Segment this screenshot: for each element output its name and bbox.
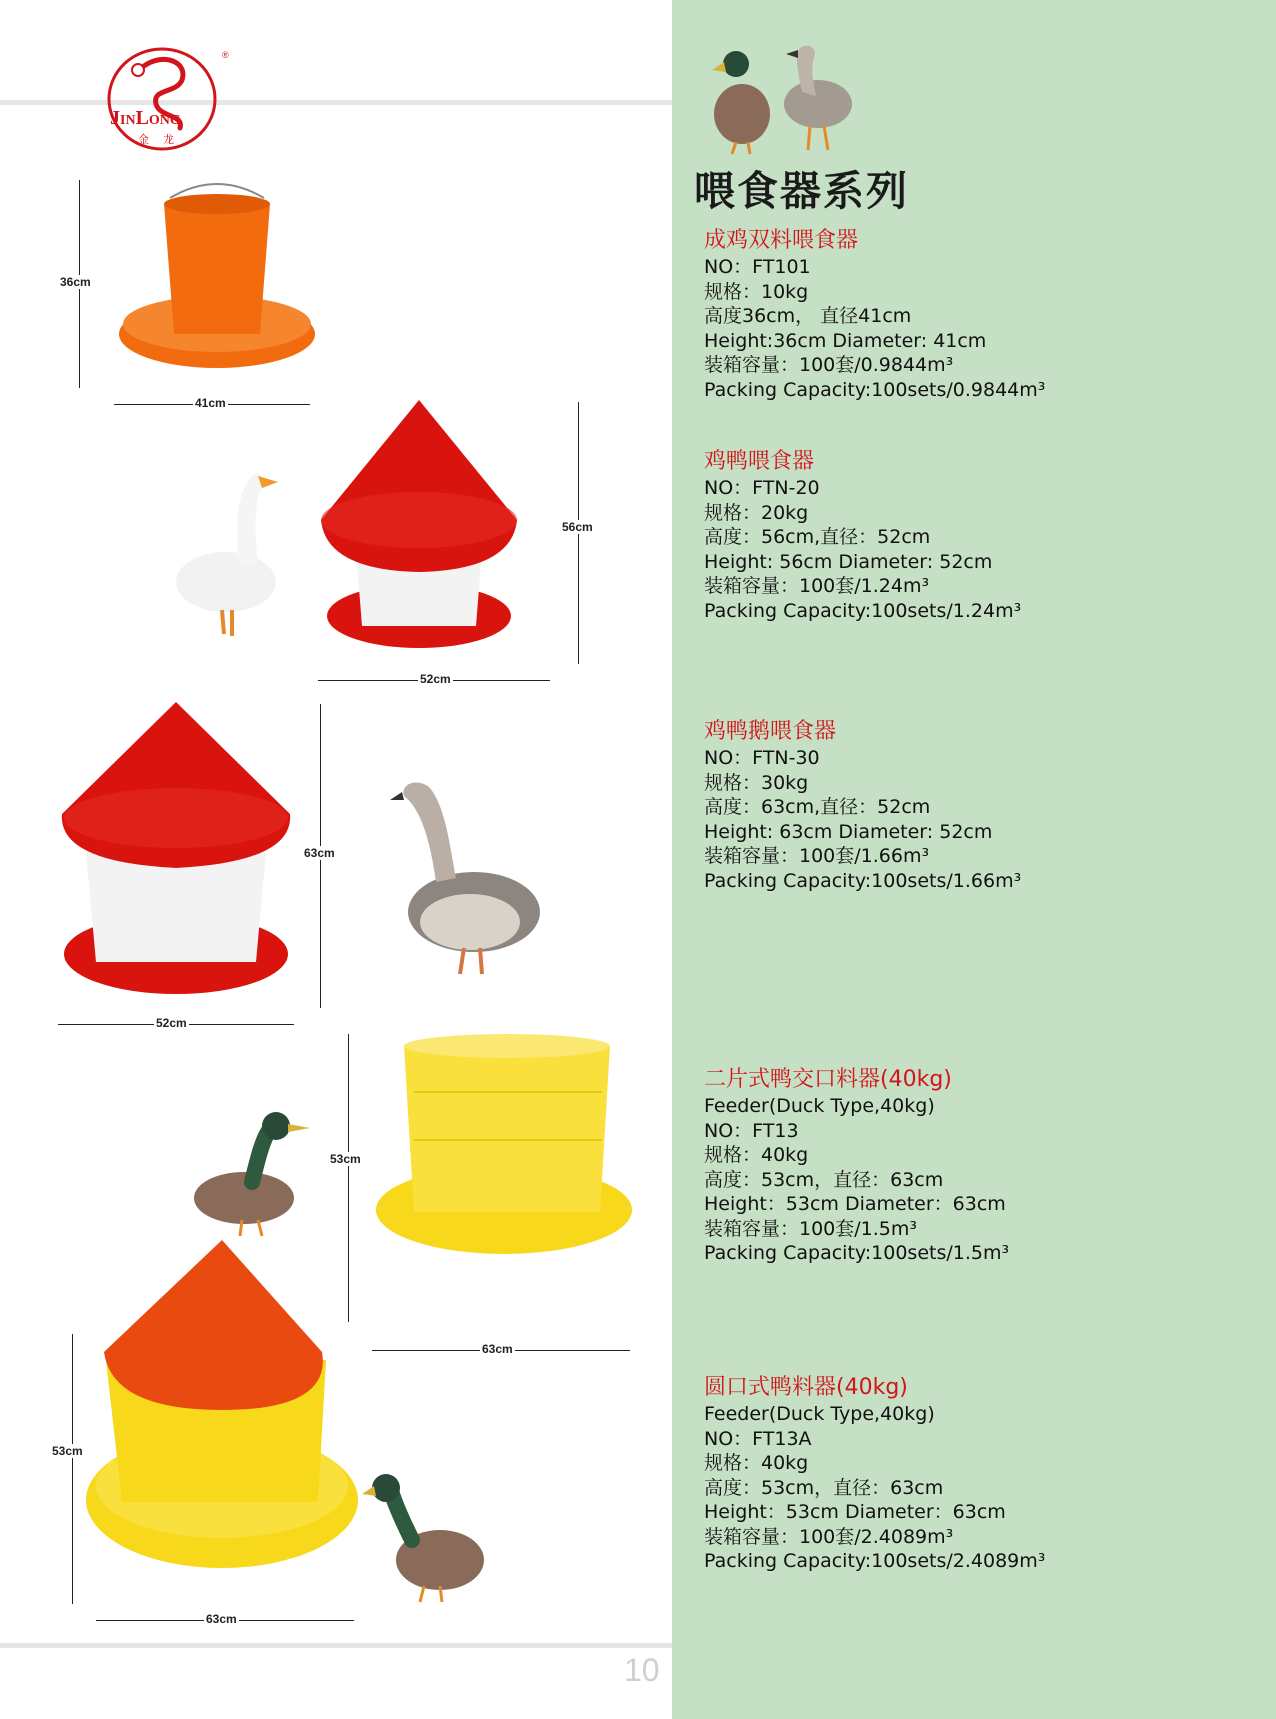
registered-mark: ® bbox=[222, 50, 229, 60]
spec-line: Height：53cm Diameter：63cm bbox=[704, 1193, 1006, 1215]
spec-line: NO：FT13 bbox=[704, 1119, 799, 1142]
spec-line: 规格：40kg bbox=[704, 1144, 809, 1166]
spec-line: 高度：56cm,直径：52cm bbox=[704, 526, 931, 548]
spec-line: 高度：53cm，直径：63cm bbox=[704, 1476, 944, 1499]
spec-line: 装箱容量：100套/2.4089m³ bbox=[704, 1525, 954, 1548]
spec-line: Packing Capacity:100sets/1.24m³ bbox=[704, 599, 1022, 622]
ft101-width-label: 41cm bbox=[195, 396, 226, 410]
ft101-feeder-image bbox=[114, 184, 320, 372]
white-goose-image bbox=[166, 464, 286, 646]
top-divider bbox=[0, 100, 672, 105]
gray-goose-image bbox=[390, 778, 558, 980]
ft13-width-label: 63cm bbox=[482, 1342, 513, 1356]
page-title: 喂食器系列 bbox=[694, 167, 909, 215]
spec-line: 装箱容量：100套/1.5m³ bbox=[704, 1217, 918, 1240]
spec-line: 高度：63cm,直径：52cm bbox=[704, 796, 931, 818]
spec-line: Height: 56cm Diameter: 52cm bbox=[704, 550, 993, 573]
page-number: 10 bbox=[624, 1652, 660, 1688]
ftn30-feeder-image bbox=[56, 702, 296, 1008]
spec-line: 规格：20kg bbox=[704, 501, 809, 524]
spec-line: Packing Capacity:100sets/1.66m³ bbox=[704, 869, 1022, 892]
ft13-height-label: 53cm bbox=[330, 1152, 361, 1166]
duck-image-top bbox=[192, 1108, 312, 1240]
spec-line: 规格：30kg bbox=[704, 771, 809, 794]
ftn30-width-label: 52cm bbox=[156, 1016, 187, 1030]
duck-image-bottom bbox=[362, 1470, 486, 1606]
product-title: 鸡鸭鹅喂食器 bbox=[704, 719, 837, 744]
product-ftn30-spec bbox=[704, 718, 1021, 893]
ft13a-feeder-image bbox=[82, 1240, 362, 1576]
product-title: 圆口式鸭料器(40kg) bbox=[704, 1375, 908, 1400]
spec-line: 高度：53cm，直径：63cm bbox=[704, 1168, 944, 1191]
spec-line: NO：FT101 bbox=[704, 256, 811, 278]
ftn20-height-label: 56cm bbox=[562, 520, 593, 534]
product-ft13-spec bbox=[704, 1066, 1009, 1266]
spec-line: NO：FTN-20 bbox=[704, 477, 820, 499]
spec-line: Packing Capacity:100sets/0.9844m³ bbox=[704, 378, 1046, 401]
brand-logo bbox=[104, 44, 229, 156]
spec-line: 规格：10kg bbox=[704, 280, 809, 303]
ftn20-feeder-image bbox=[316, 400, 522, 664]
ft13-feeder-image bbox=[372, 1032, 636, 1258]
spec-line: 装箱容量：100套/1.24m³ bbox=[704, 575, 930, 597]
ft101-height-label: 36cm bbox=[60, 275, 91, 289]
product-ftn20-spec bbox=[704, 448, 1021, 623]
spec-line: 规格：40kg bbox=[704, 1452, 809, 1474]
product-title: 二片式鸭交口料器(40kg) bbox=[704, 1067, 952, 1092]
spec-line: NO：FT13A bbox=[704, 1427, 812, 1450]
spec-line: Packing Capacity:100sets/1.5m³ bbox=[704, 1242, 1010, 1264]
spec-line: NO：FTN-30 bbox=[704, 747, 820, 769]
product-ft13a-spec bbox=[704, 1374, 1045, 1574]
duck-goose-header-image bbox=[706, 42, 856, 156]
spec-line: 高度36cm， 直径41cm bbox=[704, 305, 912, 327]
spec-line: Height：53cm Diameter：63cm bbox=[704, 1501, 1006, 1523]
svg-text:JINLONG: JINLONG bbox=[110, 107, 181, 129]
spec-line: Height: 63cm Diameter: 52cm bbox=[704, 820, 993, 843]
ftn30-height-label: 63cm bbox=[304, 846, 335, 860]
spec-line: Packing Capacity:100sets/2.4089m³ bbox=[704, 1550, 1046, 1572]
spec-line: Feeder(Duck Type,40kg) bbox=[704, 1403, 935, 1425]
spec-line: 装箱容量：100套/1.66m³ bbox=[704, 845, 930, 867]
ftn20-width-label: 52cm bbox=[420, 672, 451, 686]
ft13a-width-label: 63cm bbox=[206, 1612, 237, 1626]
brand-chinese: 金龙 bbox=[138, 133, 188, 146]
spec-line: Feeder(Duck Type,40kg) bbox=[704, 1095, 935, 1117]
product-ft101-spec bbox=[704, 227, 1045, 402]
ft13a-height-line bbox=[72, 1334, 73, 1604]
spec-line: Height:36cm Diameter: 41cm bbox=[704, 329, 987, 352]
product-title: 鸡鸭喂食器 bbox=[704, 449, 815, 474]
ft13a-height-label: 53cm bbox=[52, 1444, 83, 1458]
product-title: 成鸡双料喂食器 bbox=[704, 228, 859, 253]
bottom-divider bbox=[0, 1643, 672, 1648]
spec-line: 装箱容量：100套/0.9844m³ bbox=[704, 354, 954, 376]
